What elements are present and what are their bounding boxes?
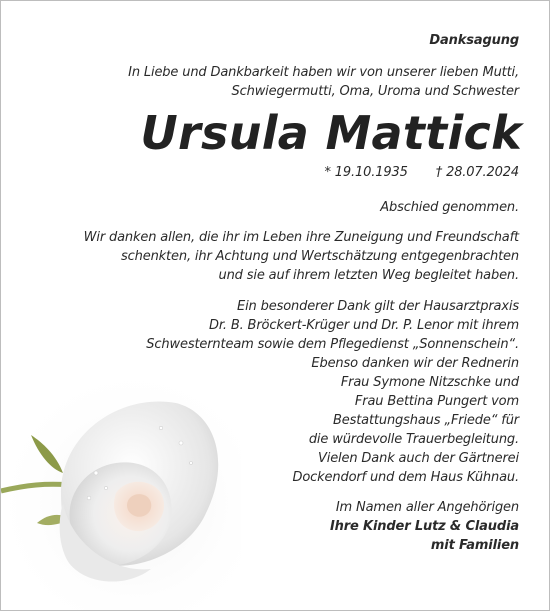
thanks-line: und sie auf ihrem letzten Weg begleitet haben. <box>218 268 519 283</box>
special-thanks-line: Dr. B. Bröckert-Krüger und Dr. P. Lenor mit ihrem <box>209 318 519 333</box>
special-thanks-line: Frau Symone Nitzschke und <box>340 375 519 390</box>
signature-line: mit Familien <box>430 538 519 553</box>
thanks-line: Wir danken allen, die ihr im Leben ihre Zuneigung und Freundschaft <box>83 230 519 245</box>
signature <box>19 517 519 555</box>
signature-line: Ihre Kinder Lutz & Claudia <box>329 519 519 534</box>
special-thanks-line: Schwesternteam sowie dem Pflegedienst „Sonnenschein“. <box>146 337 519 352</box>
life-dates <box>19 163 519 182</box>
special-thanks-line: Vielen Dank auch der Gärtnerei <box>318 451 519 466</box>
intro-text <box>19 63 519 101</box>
heading: Danksagung <box>429 33 519 48</box>
intro-line: In Liebe und Dankbarkeit haben wir von unserer lieben Mutti, <box>128 65 519 80</box>
farewell-text: Abschied genommen. <box>380 200 519 215</box>
special-thanks-line: Bestattungshaus „Friede“ für <box>332 413 519 428</box>
death-date: † 28.07.2024 <box>435 165 519 180</box>
special-thanks-line: Ein besonderer Dank gilt der Hausarztpraxis <box>237 299 519 314</box>
deceased-name: Ursula Mattick <box>140 106 522 160</box>
special-thanks-line: Dockendorf und dem Haus Kühnau. <box>292 470 519 485</box>
special-thanks-line: die würdevolle Trauerbegleitung. <box>308 432 519 447</box>
special-thanks-line: Frau Bettina Pungert vom <box>354 394 519 409</box>
birth-date: * 19.10.1935 <box>324 165 408 180</box>
closing-text: Im Namen aller Angehörigen <box>335 500 519 515</box>
special-thanks-line: Ebenso danken wir der Rednerin <box>311 356 519 371</box>
special-thanks-paragraph <box>19 297 519 487</box>
obituary-text <box>19 31 522 555</box>
thanks-paragraph <box>19 228 519 285</box>
intro-line: Schwiegermutti, Oma, Uroma und Schwester <box>231 84 519 99</box>
thanks-line: schenkten, ihr Achtung und Wertschätzung entgegenbrachten <box>121 249 519 264</box>
